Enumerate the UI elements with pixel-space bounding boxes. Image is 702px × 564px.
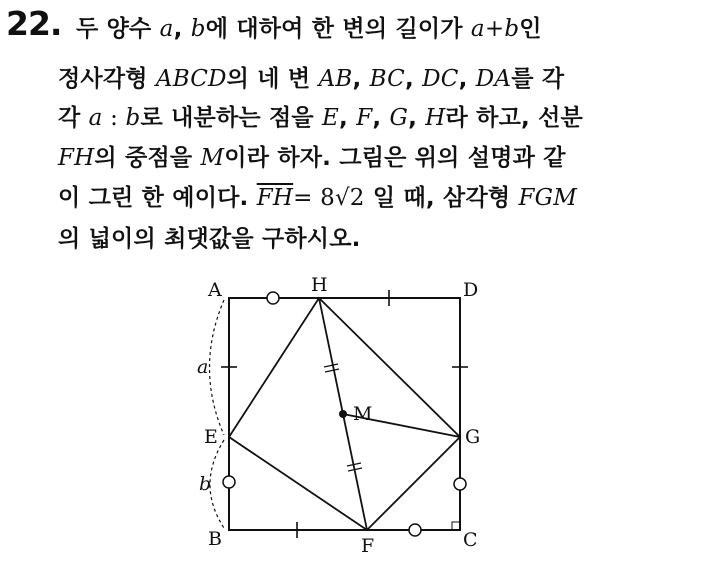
math-run: ABCD bbox=[155, 66, 227, 92]
math-run: $\overline{FH}$ bbox=[256, 185, 294, 211]
circle-mark-fc bbox=[409, 524, 421, 536]
text-run: , bbox=[408, 105, 426, 131]
text-run: 의 넓이의 최댓값을 구하시오. bbox=[58, 226, 361, 252]
math-run: BC bbox=[369, 66, 405, 92]
math-run: a bbox=[88, 105, 103, 131]
text-run: 를 각 bbox=[511, 66, 565, 92]
text-run: 이라 하자. 그림은 위의 설명과 같 bbox=[224, 145, 566, 171]
circle-mark-eb bbox=[223, 476, 235, 488]
math-run: b bbox=[190, 16, 206, 42]
label-d: D bbox=[463, 279, 479, 301]
text-run: 의 네 변 bbox=[226, 66, 319, 92]
text-run: 두 양수 bbox=[76, 16, 160, 42]
text-run: , bbox=[339, 105, 357, 131]
math-run: AB bbox=[318, 66, 353, 92]
text-run: 로 내분하는 점을 bbox=[140, 105, 323, 131]
label-c: C bbox=[463, 529, 478, 551]
label-g: G bbox=[465, 426, 481, 448]
math-run: F bbox=[356, 105, 373, 131]
text-run: 이 그린 한 예이다. bbox=[58, 185, 257, 211]
math-run: E bbox=[322, 105, 340, 131]
math-run: G bbox=[389, 105, 409, 131]
math-run: FGM bbox=[518, 185, 577, 211]
math-run: H bbox=[425, 105, 446, 131]
math-run: b bbox=[125, 105, 141, 131]
label-side-b: b bbox=[199, 473, 212, 495]
math-run: : bbox=[102, 105, 126, 131]
text-run: 에 대하여 한 변의 길이가 bbox=[205, 16, 471, 42]
math-run: = 8 bbox=[293, 185, 335, 211]
text-run: 일 때, 삼각형 bbox=[364, 185, 519, 211]
label-a-vertex: A bbox=[208, 279, 222, 301]
math-run: a bbox=[159, 16, 174, 42]
math-run: M bbox=[200, 145, 225, 171]
math-run: √2 bbox=[334, 185, 365, 211]
label-b-vertex: B bbox=[208, 528, 222, 550]
text-run: 인 bbox=[519, 16, 542, 42]
label-m: M bbox=[353, 403, 373, 425]
circle-mark-ah bbox=[267, 292, 279, 304]
math-run: + bbox=[484, 16, 505, 42]
text-run: , bbox=[173, 16, 191, 42]
math-run: b bbox=[504, 16, 520, 42]
math-run: DA bbox=[475, 66, 512, 92]
right-angle-c bbox=[452, 522, 460, 530]
math-run: a bbox=[470, 16, 485, 42]
text-run: 라 하고, 선분 bbox=[445, 105, 583, 131]
problem-number: 22. bbox=[6, 4, 62, 43]
text-run: , bbox=[404, 66, 423, 92]
text-run: 의 중점을 bbox=[94, 145, 201, 171]
text-run: 각 bbox=[58, 105, 89, 131]
text-run: , bbox=[458, 66, 476, 92]
label-h: H bbox=[311, 274, 328, 296]
math-run: DC bbox=[422, 66, 459, 92]
label-f: F bbox=[361, 535, 375, 557]
text-run: , bbox=[352, 66, 370, 92]
midpoint-m-dot bbox=[339, 410, 347, 418]
label-side-a: a bbox=[197, 356, 209, 378]
brace-b bbox=[210, 440, 224, 528]
text-run: , bbox=[372, 105, 390, 131]
circle-mark-gc bbox=[454, 478, 466, 490]
double-tick-hm bbox=[324, 364, 339, 372]
label-e: E bbox=[204, 426, 218, 448]
text-run: 정사각형 bbox=[58, 66, 156, 92]
math-run: FH bbox=[58, 145, 95, 171]
